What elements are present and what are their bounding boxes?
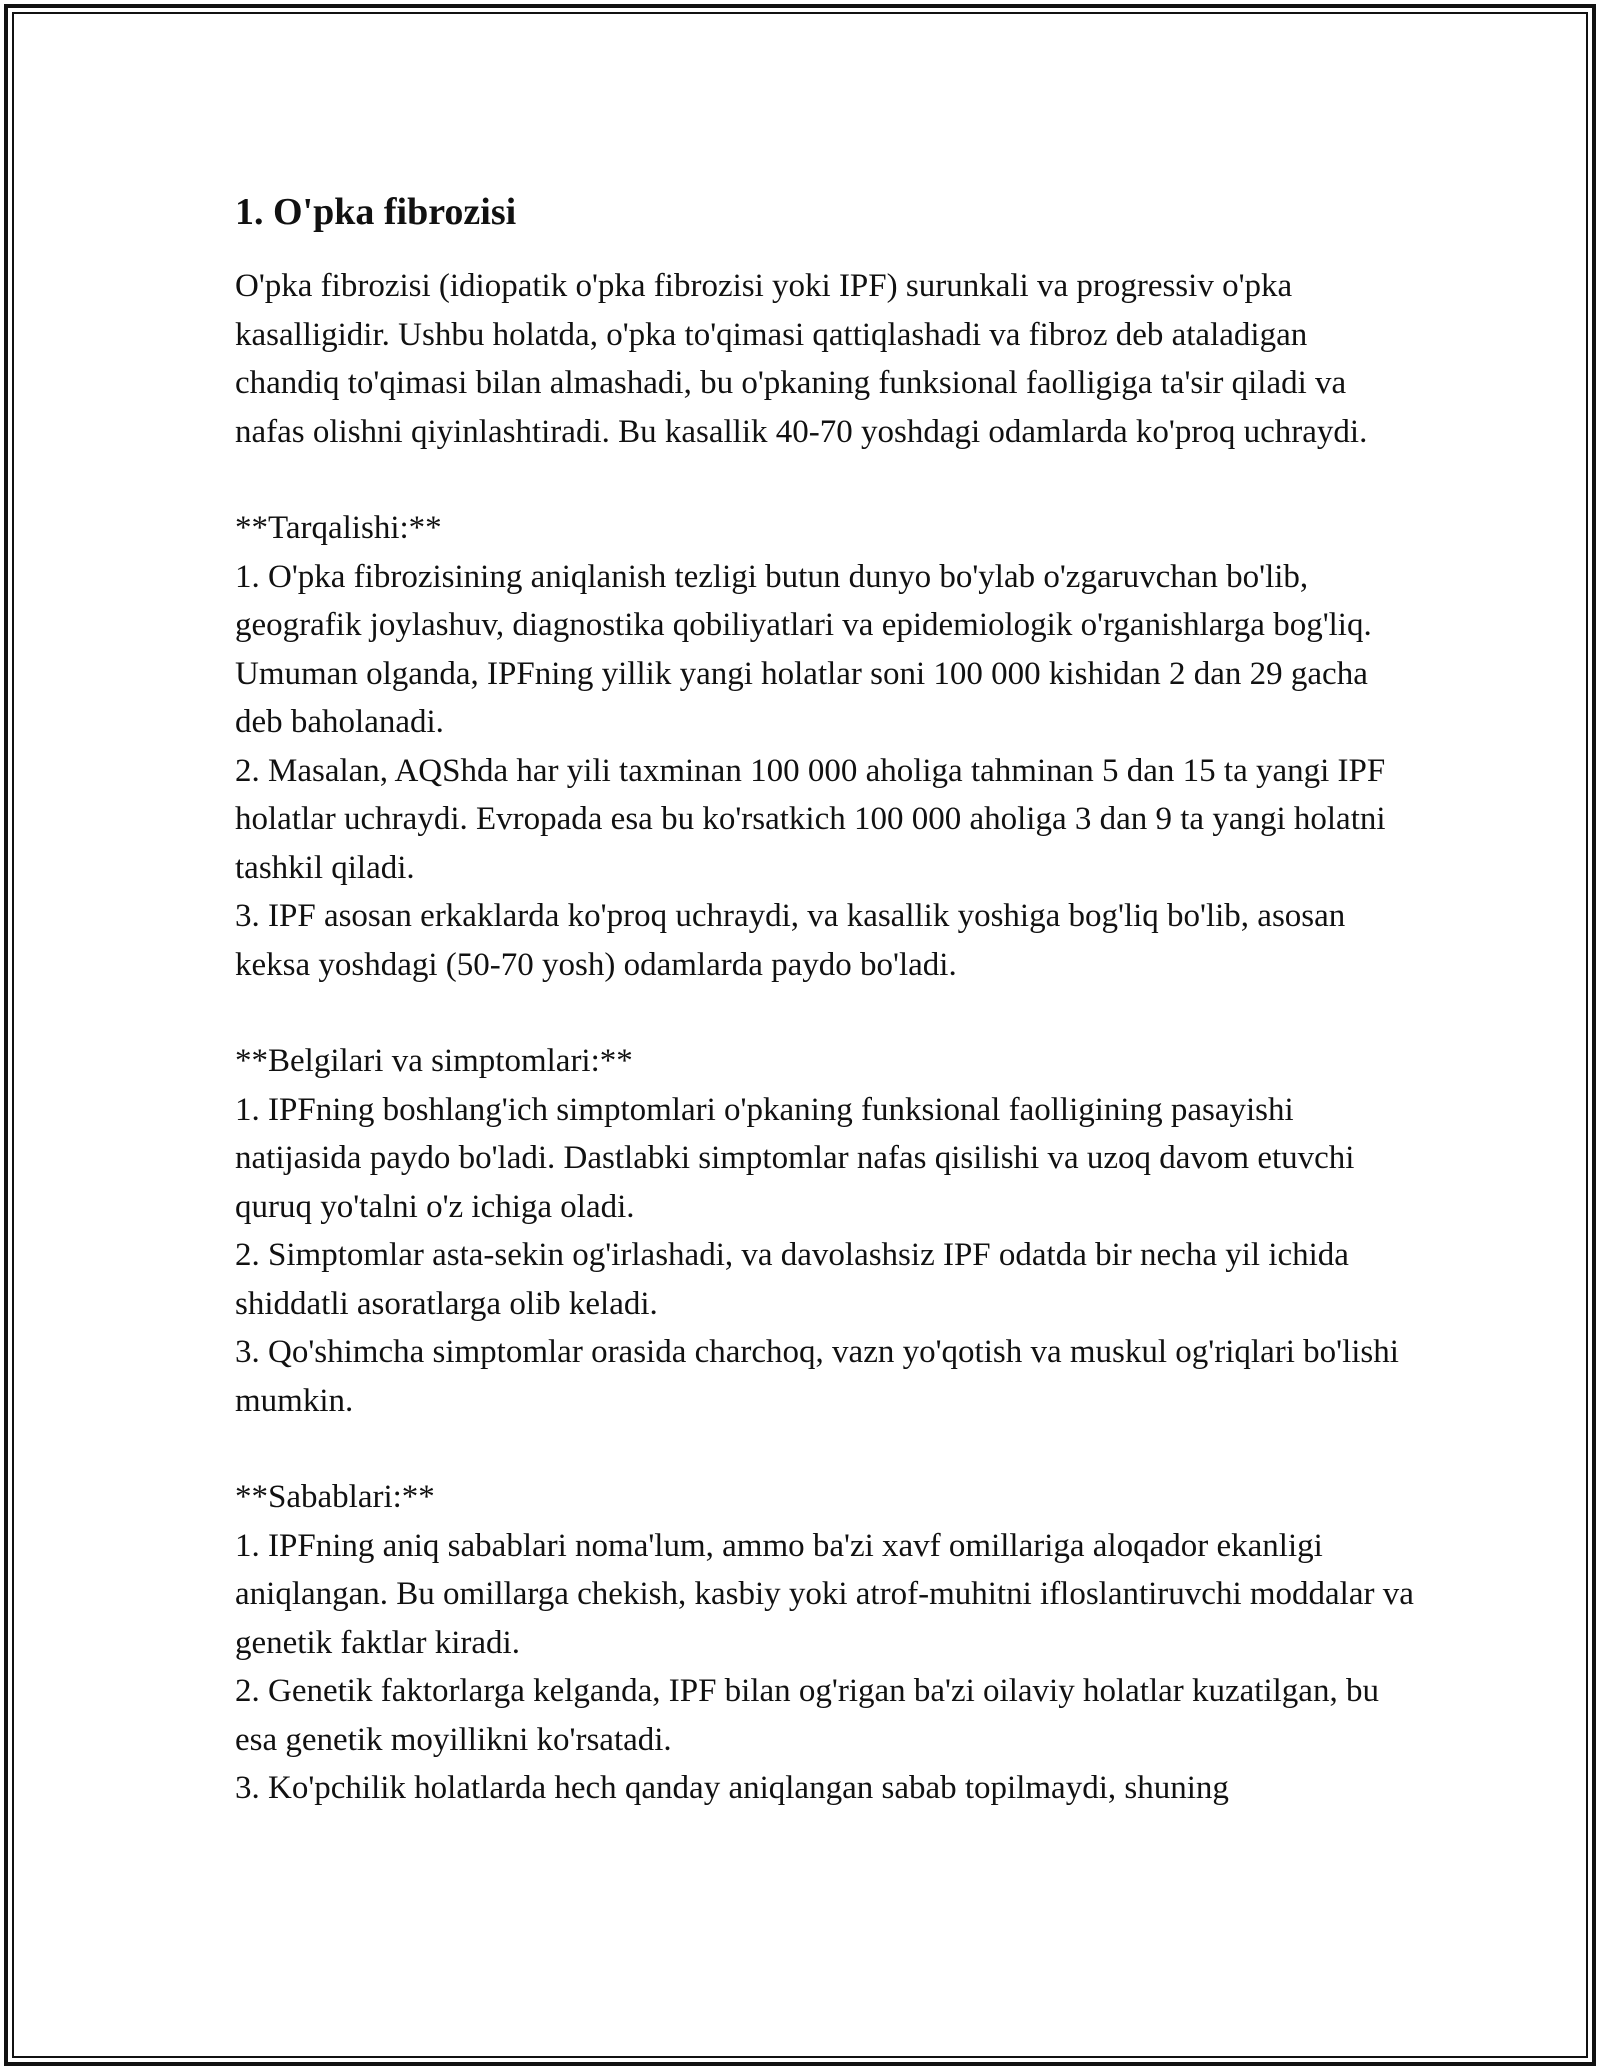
- section-sabablari: [235, 1473, 1415, 1813]
- document-body: [235, 184, 1415, 1861]
- list-item: 3. IPF asosan erkaklarda ko'proq uchraydi, va kasallik yoshiga bog'liq bo'lib, asosan keksa yoshdagi (50-70 yosh) odamlarda paydo bo'ladi.: [235, 898, 1346, 983]
- section-heading: **Sabablari:**: [235, 1479, 435, 1515]
- list-item: 3. Ko'pchilik holatlarda hech qanday aniqlangan sabab topilmaydi, shuning: [235, 1770, 1229, 1806]
- list-item: 2. Masalan, AQShda har yili taxminan 100 000 aholiga tahminan 5 dan 15 ta yangi IPF holatlar uchraydi. Evropada esa bu ko'rsatkich 100 000 aholiga 3 dan 9 ta yangi holatni tashkil qiladi.: [235, 752, 1386, 886]
- intro-paragraph: O'pka fibrozisi (idiopatik o'pka fibrozisi yoki IPF) surunkali va progressiv o'pka kasalligidir. Ushbu holatda, o'pka to'qimasi qattiqlashadi va fibroz deb ataladigan chandiq to'qimasi bilan almashadi, bu o'pkaning funksional faolligiga ta'sir qiladi va nafas olishni qiyinlashtiradi. Bu kasallik 40-70 yoshdagi odamlarda ko'proq uchraydi.: [235, 268, 1368, 450]
- section-tarqalishi: [235, 504, 1415, 989]
- section-belgilari: [235, 1037, 1415, 1425]
- list-item: 3. Qo'shimcha simptomlar orasida charchoq, vazn yo'qotish va muskul og'riqlari bo'lishi mumkin.: [235, 1334, 1399, 1419]
- section-heading: **Belgilari va simptomlari:**: [235, 1043, 633, 1079]
- list-item: 2. Simptomlar asta-sekin og'irlashadi, va davolashsiz IPF odatda bir necha yil ichida shiddatli asoratlarga olib keladi.: [235, 1237, 1349, 1322]
- section-heading: **Tarqalishi:**: [235, 510, 442, 546]
- document-title: 1. O'pka fibrozisi: [235, 191, 517, 233]
- list-item: 1. IPFning boshlang'ich simptomlari o'pkaning funksional faolligining pasayishi natijasida paydo bo'ladi. Dastlabki simptomlar nafas qisilishi va uzoq davom etuvchi quruq yo'talni o'z ichiga oladi.: [235, 1091, 1355, 1225]
- list-item: 1. IPFning aniq sabablari noma'lum, ammo ba'zi xavf omillariga aloqador ekanligi aniqlangan. Bu omillarga chekish, kasbiy yoki atrof-muhitni ifloslantiruvchi moddalar va genetik faktlar kiradi.: [235, 1527, 1414, 1661]
- list-item: 1. O'pka fibrozisining aniqlanish tezligi butun dunyo bo'ylab o'zgaruvchan bo'lib, geografik joylashuv, diagnostika qobiliyatlari va epidemiologik o'rganishlarga bog'liq. Umuman olganda, IPFning yillik yangi holatlar soni 100 000 kishidan 2 dan 29 gacha deb baholanadi.: [235, 558, 1372, 740]
- list-item: 2. Genetik faktorlarga kelganda, IPF bilan og'rigan ba'zi oilaviy holatlar kuzatilgan, bu esa genetik moyillikni ko'rsatadi.: [235, 1673, 1379, 1758]
- intro-paragraph-block: [235, 262, 1415, 456]
